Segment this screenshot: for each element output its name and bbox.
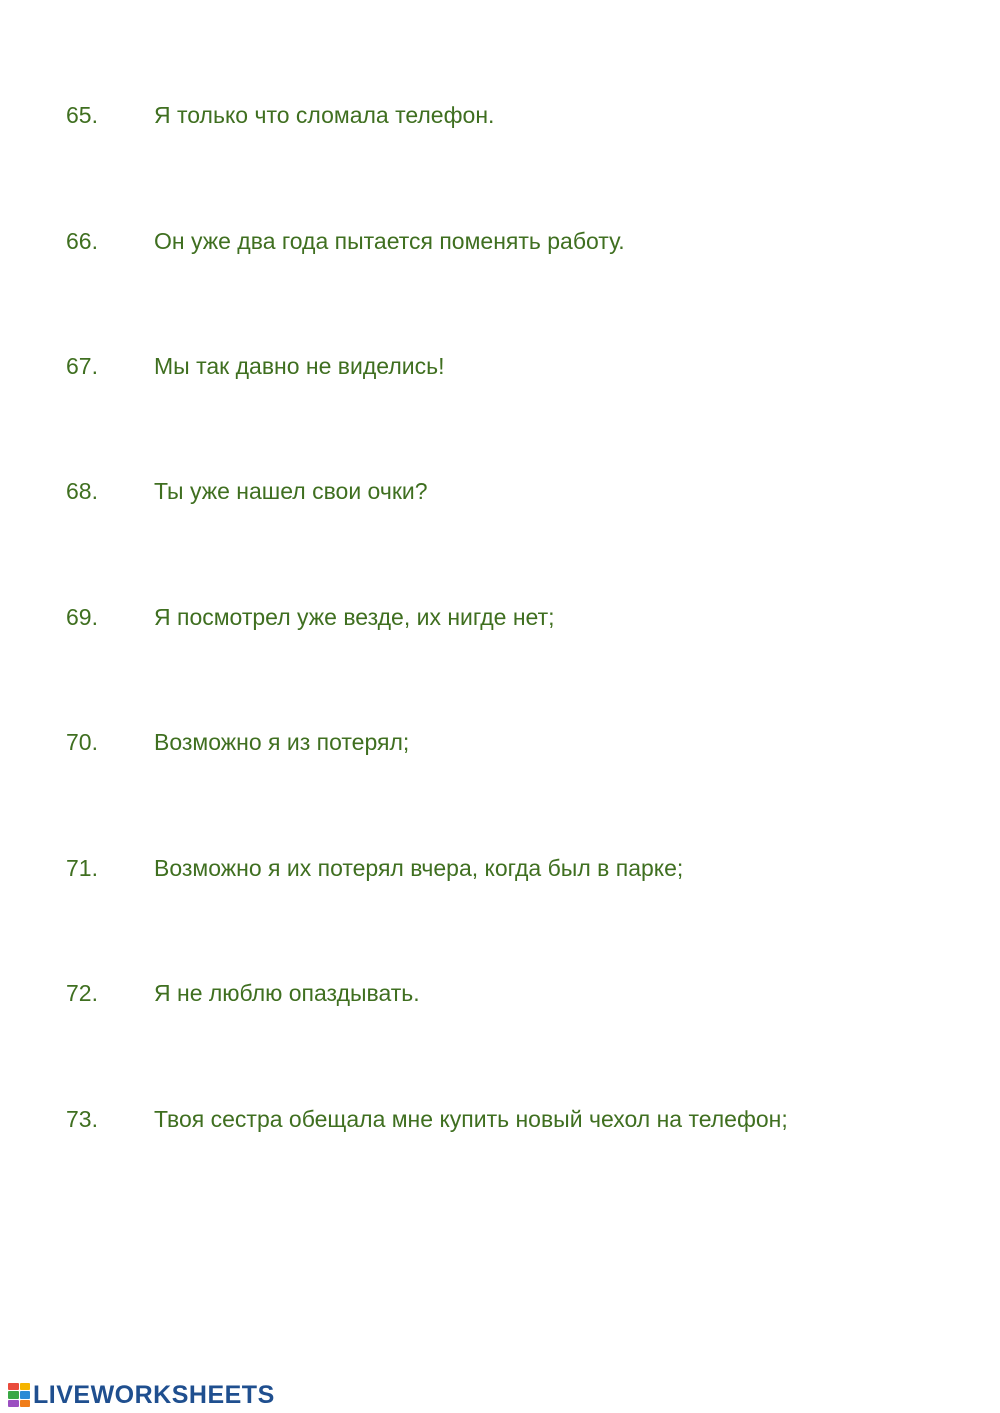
list-item — [66, 973, 420, 1013]
item-sentence: Я только что сломала телефон. — [154, 101, 495, 128]
liveworksheets-logo-icon — [8, 1383, 30, 1407]
item-sentence: Возможно я из потерял; — [154, 728, 410, 755]
item-number: 67. — [66, 352, 98, 379]
list-item — [66, 471, 428, 511]
item-sentence: Ты уже нашел свои очки? — [154, 477, 428, 504]
list-item — [66, 1099, 788, 1139]
item-sentence: Он уже два года пытается поменять работу. — [154, 227, 625, 254]
item-number: 68. — [66, 477, 98, 504]
item-number: 66. — [66, 227, 98, 254]
item-number: 73. — [66, 1105, 98, 1132]
list-item — [66, 722, 409, 762]
list-item — [66, 95, 494, 135]
list-item — [66, 221, 625, 261]
item-number: 71. — [66, 854, 98, 881]
item-sentence: Мы так давно не виделись! — [154, 352, 445, 379]
item-sentence: Твоя сестра обещала мне купить новый чехол на телефон; — [154, 1105, 788, 1132]
liveworksheets-logo[interactable] — [8, 1380, 275, 1410]
item-number: 70. — [66, 728, 98, 755]
item-sentence: Я не люблю опаздывать. — [154, 979, 420, 1006]
item-number: 72. — [66, 979, 98, 1006]
item-number: 65. — [66, 101, 98, 128]
item-sentence: Я посмотрел уже везде, их нигде нет; — [154, 603, 555, 630]
list-item — [66, 346, 444, 386]
logo-text: LIVEWORKSHEETS — [33, 1380, 275, 1409]
item-sentence: Возможно я их потерял вчера, когда был в парке; — [154, 854, 684, 881]
list-item — [66, 848, 683, 888]
list-item — [66, 597, 555, 637]
item-number: 69. — [66, 603, 98, 630]
